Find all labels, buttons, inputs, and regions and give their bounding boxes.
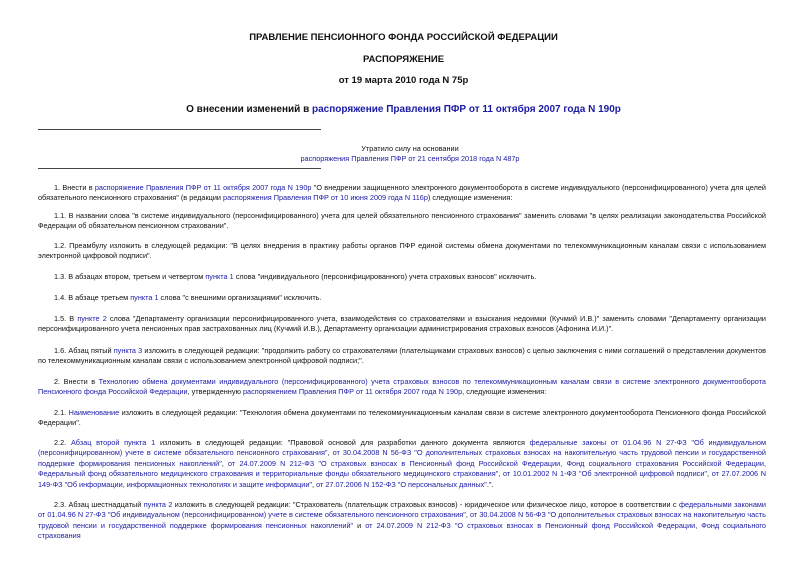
org-heading: ПРАВЛЕНИЕ ПЕНСИОННОГО ФОНДА РОССИЙСКОЙ ФЕДЕРАЦИИ xyxy=(249,32,558,43)
p21-text-b: изложить в следующей редакции: "Технология обмена документами по телекоммуникационным каналам связи в системе электронного документооборота Пенсионного фонда Российской Федерации". xyxy=(38,408,767,428)
p15-link[interactable]: пункте 2 xyxy=(77,314,107,323)
p23-text-a: 2.3. Абзац шестнадцатый xyxy=(54,500,144,509)
p13-link[interactable]: пункта 1 xyxy=(205,272,234,281)
paragraph-1-1 xyxy=(38,211,766,232)
p22-link-law-56fz[interactable]: от 30.04.2008 N 56-ФЗ "О дополнительных страховых взносах на накопительную часть трудовой пенсии и государственной поддержке формирования пенсионных накоплений" xyxy=(38,448,767,468)
p22-text-c: , xyxy=(327,448,333,458)
status-note-line: Утратило силу на основании xyxy=(361,144,459,153)
paragraph-2 xyxy=(38,377,766,398)
p2-link-order[interactable]: распоряжением Правления ПФР от 11 октября 2007 года N 190р xyxy=(242,387,463,397)
paragraph-1-6 xyxy=(38,346,766,367)
p16-text-a: 1.6. Абзац пятый xyxy=(54,346,114,355)
paragraph-1-5 xyxy=(38,314,766,335)
status-note xyxy=(240,144,580,164)
p21-link[interactable]: Наименование xyxy=(68,408,120,417)
p23-link-paragraph[interactable]: пункта 2 xyxy=(143,500,173,509)
divider-bottom xyxy=(38,168,321,169)
p22-link-law-149fz[interactable]: от 27.07.2006 N 149-ФЗ "Об информации, информационных технологиях и защите информации" xyxy=(38,469,767,489)
p22-link-law-152fz[interactable]: от 27.07.2006 N 152-ФЗ "О персональных данных" xyxy=(316,479,487,489)
p13-text-a: 1.3. В абзацах втором, третьем и четвертом xyxy=(54,272,206,281)
paragraph-2-1 xyxy=(38,408,766,429)
p1-link-order[interactable]: распоряжение Правления ПФР от 11 октября 2007 года N 190р xyxy=(94,183,312,192)
p14-text-a: 1.4. В абзаце третьем xyxy=(54,293,131,302)
p12-text: 1.2. Преамбулу изложить в следующей редакции: "В целях внедрения в практику работы органов ПФР единой системы обмена документами по телекоммуникационным каналам связи с использованием электронной цифровой подписи". xyxy=(38,241,766,261)
p23-link-law-212fz[interactable]: от 24.07.2009 N 212-ФЗ "О страховых взносах в Пенсионный фонд Российской Федерации, Фонд социального страхования xyxy=(38,520,766,541)
p22-link-law-1fz[interactable]: от 10.01.2002 N 1-ФЗ "Об электронной цифровой подписи" xyxy=(503,469,707,479)
p2-text-c: , следующие изменения: xyxy=(462,387,547,397)
paragraph-2-2 xyxy=(38,438,766,490)
p15-text-b: слова "Департаменту организации персонифицированного учета, взаимодействия со страхователями и взыскания недоимки (Кучмий И.В.)" заменить словами "Департаменту организации персонифицированного учета пенсионных прав застрахованных лиц (Кучмий И.В.), Департаменту организации администрирования страховых взносов (Афонина И.И.)". xyxy=(38,314,767,334)
document-title xyxy=(0,104,807,115)
p23-text-d: и xyxy=(353,520,366,530)
p2-link-technology[interactable]: Технологию обмена документами индивидуального (персонифицированного) учета страховых взносов по телекоммуникационным каналам связи в системе электронного документооборота Пенсионного фонда Российской Федерации xyxy=(38,377,766,397)
p2-text-a: 2. Внести в xyxy=(54,377,99,386)
p1-text-a: 1. Внести в xyxy=(54,183,95,192)
p22-text-a: 2.2. xyxy=(54,438,71,447)
p1-text-c: ) следующие изменения: xyxy=(427,193,513,203)
divider-top xyxy=(38,129,321,130)
p22-text-e: , xyxy=(498,469,503,479)
p23-link-law-27fz[interactable]: федеральными законами от 01.04.96 N 27-ФЗ "Об индивидуальном (персонифицированном) учете в системе обязательного пенсионного страхования" xyxy=(38,500,766,520)
p22-text-d: , xyxy=(221,458,229,468)
p16-text-b: изложить в следующей редакции: "продолжить работу со страхователями (плательщиками страховых взносов) с целью заключения с ними соглашений о представлении документов по телекоммуникационным каналам связи с использованием электронной цифровой подписи;". xyxy=(38,346,767,366)
p23-text-b: изложить в следующей редакции: "Страхователь (плательщик страховых взносов) - юридическое или физическое лицо, которое в соответствии с xyxy=(172,500,679,509)
paragraph-1 xyxy=(38,183,766,204)
p15-text-a: 1.5. В xyxy=(54,314,78,323)
paragraph-2-3 xyxy=(38,500,766,542)
p22-text-b: изложить в следующей редакции: "Правовой основой для разработки данного документа являются xyxy=(155,438,530,447)
p2-text-b: , утвержденную xyxy=(187,387,243,397)
p21-text-a: 2.1. xyxy=(54,408,69,417)
status-note-link[interactable]: распоряжения Правления ПФР от 21 сентября 2018 года N 487р xyxy=(300,154,520,163)
date-line: от 19 марта 2010 года N 75р xyxy=(338,75,469,86)
p22-text-g: , xyxy=(312,479,317,489)
title-link[interactable]: распоряжение Правления ПФР от 11 октября 2007 года N 190р xyxy=(312,104,621,115)
paragraph-1-4 xyxy=(38,293,766,303)
paragraph-1-2 xyxy=(38,241,766,262)
p13-text-b: слова "индивидуального (персонифицированного) учета страховых взносов" исключить. xyxy=(233,272,537,281)
title-prefix: О внесении изменений в xyxy=(186,104,312,115)
p22-link-law-212fz[interactable]: от 24.07.2009 N 212-ФЗ "О страховых взносах в Пенсионный фонд Российской Федерации, Фонд социального страхования Российской Федерации, Федеральный фонд обязательного медицинского страхования и территориальные фонды обязательного медицинского страхования" xyxy=(38,458,766,479)
p16-link[interactable]: пункта 3 xyxy=(113,346,143,355)
p22-link-paragraph[interactable]: Абзац второй пункта 1 xyxy=(70,438,156,447)
p23-text-c: , xyxy=(465,510,470,520)
p22-text-f: , xyxy=(707,469,712,479)
paragraph-1-3 xyxy=(38,272,766,282)
doc-type-heading: РАСПОРЯЖЕНИЕ xyxy=(362,54,445,65)
p23-link-law-56fz[interactable]: от 30.04.2008 N 56-ФЗ "О дополнительных страховых взносах на накопительную часть трудовой пенсии и государственной поддержке формирования пенсионных накоплений" xyxy=(38,510,766,530)
p14-text-b: слова "с внешними организациями" исключить. xyxy=(158,293,322,302)
p1-link-revision[interactable]: распоряжения Правления ПФР от 10 июня 2009 года N 116р xyxy=(223,193,428,203)
p22-link-law-27fz[interactable]: федеральные законы от 01.04.96 N 27-ФЗ "Об индивидуальном (персонифицированном) учете в системе обязательного пенсионного страхования" xyxy=(38,438,766,458)
p14-link[interactable]: пункта 1 xyxy=(130,293,159,302)
p22-text-h: .". xyxy=(486,479,494,489)
p1-text-b: "О внедрении защищенного электронного документооборота в системе индивидуального (персонифицированного) учета для целей обязательного пенсионного страхования" (в редакции xyxy=(38,183,766,203)
p11-text: 1.1. В названии слова "в системе индивидуального (персонифицированного) учета для целей обязательного пенсионного страхования" заменить словами "в целях реализации законодательства Российской Федерации об обязательном пенсионном страховании". xyxy=(38,211,766,231)
